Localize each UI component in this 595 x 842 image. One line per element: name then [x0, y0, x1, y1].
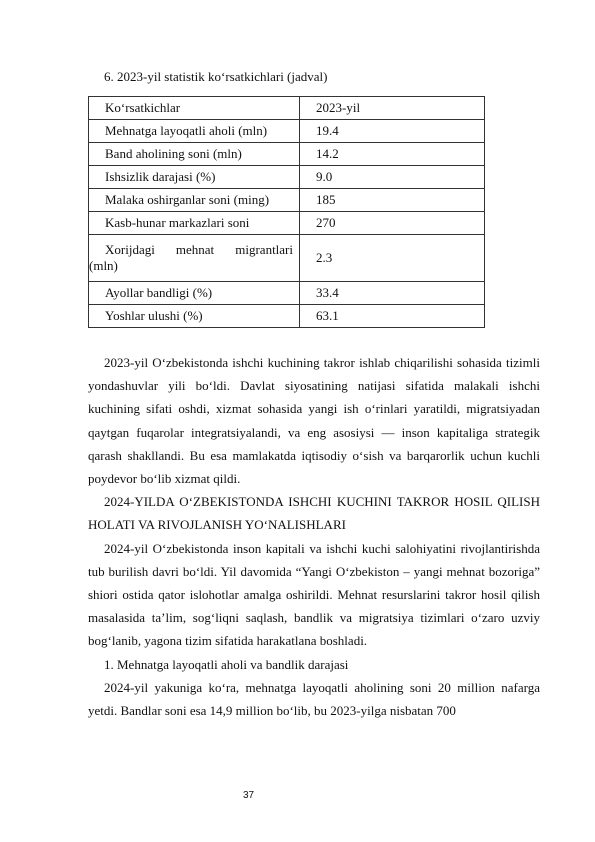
- page-number: 37: [243, 790, 255, 801]
- row-value: 270: [300, 212, 485, 235]
- paragraph: 2024-yil O‘zbekistonda inson kapitali va ishchi kuchi salohiyatini rivojlantirishda tub burilish davri bo‘ldi. Yil davomida “Yangi O‘zbekiston – yangi mehnat bozoriga” shiori ostida qator islohotlar amalga oshirildi. Mehnat resurslarini takror hosil qilish masalasida ta’lim, sog‘liqni saqlash, bandlik va migratsiya tizimlari o‘zaro uzviy bog‘lanib, yagona tizim sifatida harakatlana boshladi.: [88, 540, 540, 649]
- migrants-label-line1: Xorijdagi mehnat migrantlari: [105, 242, 293, 257]
- body-text: [88, 351, 540, 722]
- table-row: [89, 212, 485, 235]
- migrants-label-line2: (mln): [89, 258, 118, 273]
- paragraph: 2024-yil yakuniga ko‘ra, mehnatga layoqatli aholining soni 20 million nafarga yetdi. Bandlar soni esa 14,9 million bo‘lib, bu 2023-yilga nisbatan 700: [88, 679, 540, 719]
- table-row: [89, 166, 485, 189]
- header-indicator: Ko‘rsatkichlar: [89, 97, 300, 120]
- table-row: [89, 189, 485, 212]
- row-value: 2.3: [300, 235, 485, 282]
- row-value: 33.4: [300, 282, 485, 305]
- header-year: 2023-yil: [300, 97, 485, 120]
- table-row: [89, 235, 485, 282]
- row-label: [89, 235, 300, 282]
- subsection-heading: 1. Mehnatga layoqatli aholi va bandlik darajasi: [104, 656, 349, 672]
- row-value: 19.4: [300, 120, 485, 143]
- table-caption: 6. 2023-yil statistik ko‘rsatkichlari (jadval): [104, 69, 328, 84]
- row-value: 185: [300, 189, 485, 212]
- table-row: [89, 143, 485, 166]
- row-label: Yoshlar ulushi (%): [89, 305, 300, 328]
- row-label: Ayollar bandligi (%): [89, 282, 300, 305]
- migrants-label: [89, 242, 299, 274]
- row-value: 14.2: [300, 143, 485, 166]
- row-label: Band aholining soni (mln): [89, 143, 300, 166]
- paragraph: 2023-yil O‘zbekistonda ishchi kuchining takror ishlab chiqarilishi sohasida tizimli yondashuvlar yili bo‘ldi. Davlat siyosatining natijasi sifatida malakali ishchi kuchining sifati oshdi, xizmat sohasida yangi ish o‘rinlari yaratildi, migratsiyadan qaytgan fuqarolar integratsiyalandi, va eng asosiysi — inson kapitaliga strategik qarash shakllandi. Bu esa mamlakatda iqtisodiy o‘sish va barqarorlik uchun kuchli poydevor bo‘lib xizmat qildi.: [88, 355, 540, 487]
- row-value: 9.0: [300, 166, 485, 189]
- row-value: 63.1: [300, 305, 485, 328]
- row-label: Ishsizlik darajasi (%): [89, 166, 300, 189]
- table-row: [89, 305, 485, 328]
- table-row: [89, 282, 485, 305]
- statistics-table: [88, 96, 485, 328]
- table-header-row: [89, 97, 485, 120]
- row-label: Kasb-hunar markazlari soni: [89, 212, 300, 235]
- section-heading: 2024-YILDA O‘ZBEKISTONDA ISHCHI KUCHINI TAKROR HOSIL QILISH HOLATI VA RIVOJLANISH YO‘NALISHLARI: [88, 494, 540, 533]
- table-row: [89, 120, 485, 143]
- row-label: Malaka oshirganlar soni (ming): [89, 189, 300, 212]
- row-label: Mehnatga layoqatli aholi (mln): [89, 120, 300, 143]
